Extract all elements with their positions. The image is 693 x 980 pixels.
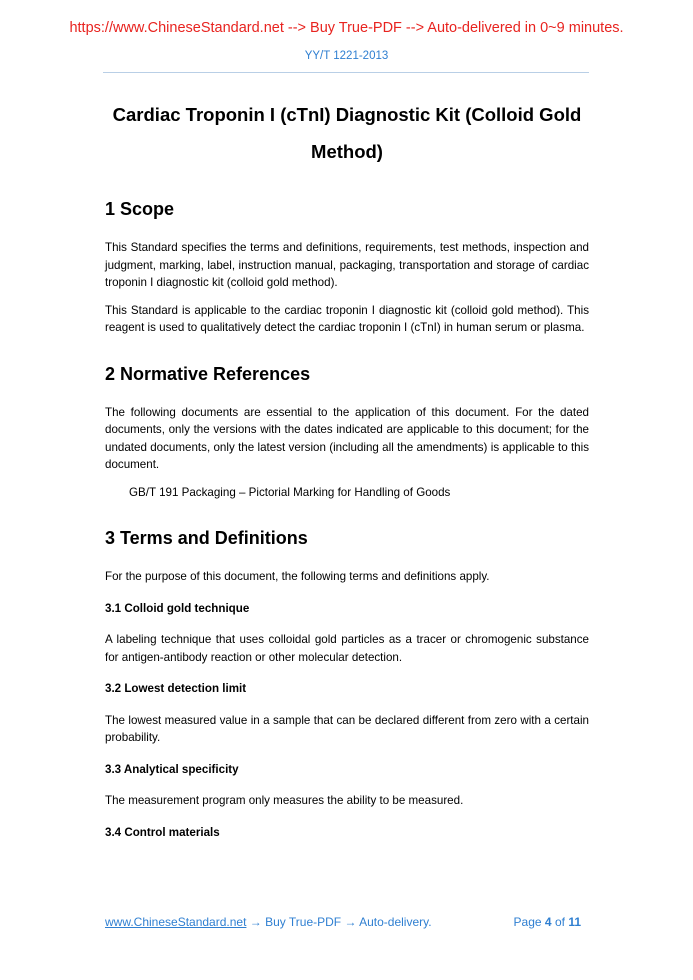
term-definition: The lowest measured value in a sample that can be declared different from zero with a certain probability. [105, 713, 589, 744]
term-heading: 3.1 Colloid gold technique [105, 601, 250, 615]
scope-paragraph-2: This Standard is applicable to the cardiac troponin I diagnostic kit (colloid gold method). This reagent is used to qualitatively detect the cardiac troponin I (cTnI) in human serum or plasma. [105, 303, 589, 334]
term-definition: The measurement program only measures the ability to be measured. [105, 794, 464, 807]
term-heading: 3.3 Analytical specificity [105, 762, 239, 776]
page-total: 11 [568, 915, 581, 929]
page-label: Page [513, 915, 542, 929]
page-of-label: of [554, 915, 565, 929]
standard-code: YY/T 1221-2013 [304, 50, 389, 62]
term-heading: 3.4 Control materials [105, 825, 220, 839]
document-title [105, 96, 589, 170]
document-title-line-2: Method) [311, 141, 383, 162]
section-heading-references: 2 Normative References [105, 363, 311, 384]
term-definition: A labeling technique that uses colloidal gold particles as a tracer or chromogenic substance for antigen-antibody reaction or other molecular detection. [105, 633, 589, 664]
section-heading-scope: 1 Scope [105, 199, 175, 219]
footer-tagline: → Buy True-PDF → Auto-delivery. [246, 915, 432, 929]
page-indicator [514, 915, 581, 929]
page-footer [105, 915, 589, 929]
footer-site-link[interactable]: www.ChineseStandard.net [105, 915, 247, 929]
document-body [105, 96, 589, 855]
references-paragraph: The following documents are essential to the application of this document. For the dated documents, only the versions with the dates indicated are applicable to this document; for the undated documents, only the latest version (including all the amendments) is applicable to this document. [105, 405, 589, 471]
section-heading-terms: 3 Terms and Definitions [105, 528, 308, 548]
terms-intro: For the purpose of this document, the following terms and definitions apply. [105, 570, 490, 583]
top-banner[interactable]: https://www.ChineseStandard.net --> Buy True-PDF --> Auto-delivered in 0~9 minutes. [69, 20, 624, 36]
term-heading: 3.2 Lowest detection limit [105, 682, 247, 695]
scope-paragraph-1: This Standard specifies the terms and definitions, requirements, test methods, inspection and judgment, marking, label, instruction manual, packaging, transportation and storage of cardiac troponin I diagnostic kit (colloid gold method). [105, 241, 589, 289]
header-divider [103, 72, 589, 73]
reference-item: GB/T 191 Packaging – Pictorial Marking for Handling of Goods [129, 485, 451, 499]
page-current: 4 [544, 915, 552, 929]
document-title-line-1: Cardiac Troponin I (cTnI) Diagnostic Kit (Colloid Gold [112, 104, 582, 125]
